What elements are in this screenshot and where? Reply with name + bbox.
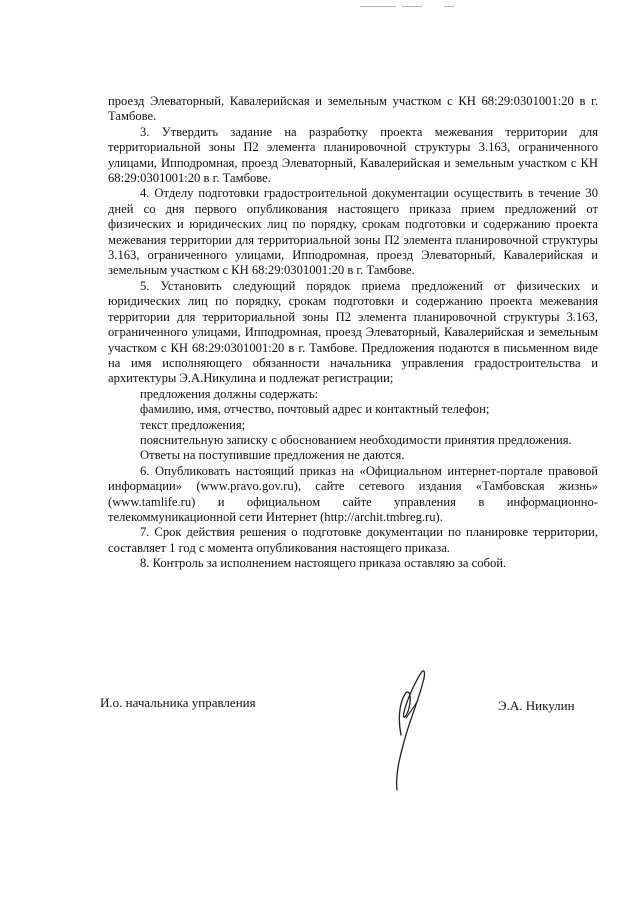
document-body (108, 94, 598, 572)
paragraph-item-8: 8. Контроль за исполнением настоящего приказа оставляю за собой. (140, 556, 507, 571)
paragraph-item-4: 4. Отделу подготовки градостроительной документации осуществить в течение 30 дней со дня первого опубликования настоящего приказа прием предложений от физических и юридических лиц по порядку, срокам подготовки и содержанию проекта межевания территории для территориальной зоны П2 элемента планировочной структуры 3.163, ограниченного улицами, Ипподромная, проезд Элеваторный, Кавалерийская и земельным участком с КН 68:29:0301001:20 в г. Тамбове. (108, 186, 598, 278)
signatory-name: Э.А. Никулин (498, 698, 575, 713)
signatory-title: И.о. начальника управления (100, 695, 256, 710)
paragraph-requirements: предложения должны содержать: (140, 386, 319, 401)
paragraph-item-3: 3. Утвердить задание на разработку проекта межевания территории для территориальной зоны П2 элемента планировочной структуры 3.163, ограниченного улицами, Ипподромная, проезд Элеваторный, Кавалерийская и земельным участком с КН 68:29:0301001:20 в г. Тамбове. (108, 124, 598, 186)
paragraph-item-5: 5. Установить следующий порядок приема предложений от физических и юридических лиц по порядку, срокам подготовки и содержанию проекта межевания территории для территориальной зоны П2 элемента планировочной структуры 3.163, ограниченного улицами, Ипподромная, проезд Элеваторный, Кавалерийская и земельным участком с КН 68:29:0301001:20 в г. Тамбове. Предложения подаются в письменном виде на имя исполняющего обязанности начальника управления градостроительства и архитектуры Э.А.Никулина и подлежат регистрации; (108, 278, 598, 386)
paragraph-no-reply: Ответы на поступившие предложения не даются. (140, 448, 405, 463)
paragraph-continuation: проезд Элеваторный, Кавалерийская и земельным участком с КН 68:29:0301001:20 в г. Тамбове. (108, 94, 598, 124)
paragraph-requirement-contacts: фамилию, имя, отчество, почтовый адрес и контактный телефон; (140, 402, 490, 417)
paragraph-item-6: 6. Опубликовать настоящий приказ на «Официальном интернет-портале правовой информации» (www.pravo.gov.ru), сайте сетевого издания «Тамбовская жизнь» (www.tamlife.ru) и официальном сайте управления в информационно-телекоммуникационной сети Интернет (http://archit.tmbreg.ru). (108, 463, 598, 524)
paragraph-item-7: 7. Срок действия решения о подготовке документации по планировке территории, составляет 1 год с момента опубликования настоящего приказа. (108, 525, 598, 555)
paragraph-requirement-note: пояснительную записку с обоснованием необходимости принятия предложения. (140, 432, 572, 447)
scan-mark (360, 6, 470, 10)
paragraph-requirement-text: текст предложения; (140, 417, 246, 432)
